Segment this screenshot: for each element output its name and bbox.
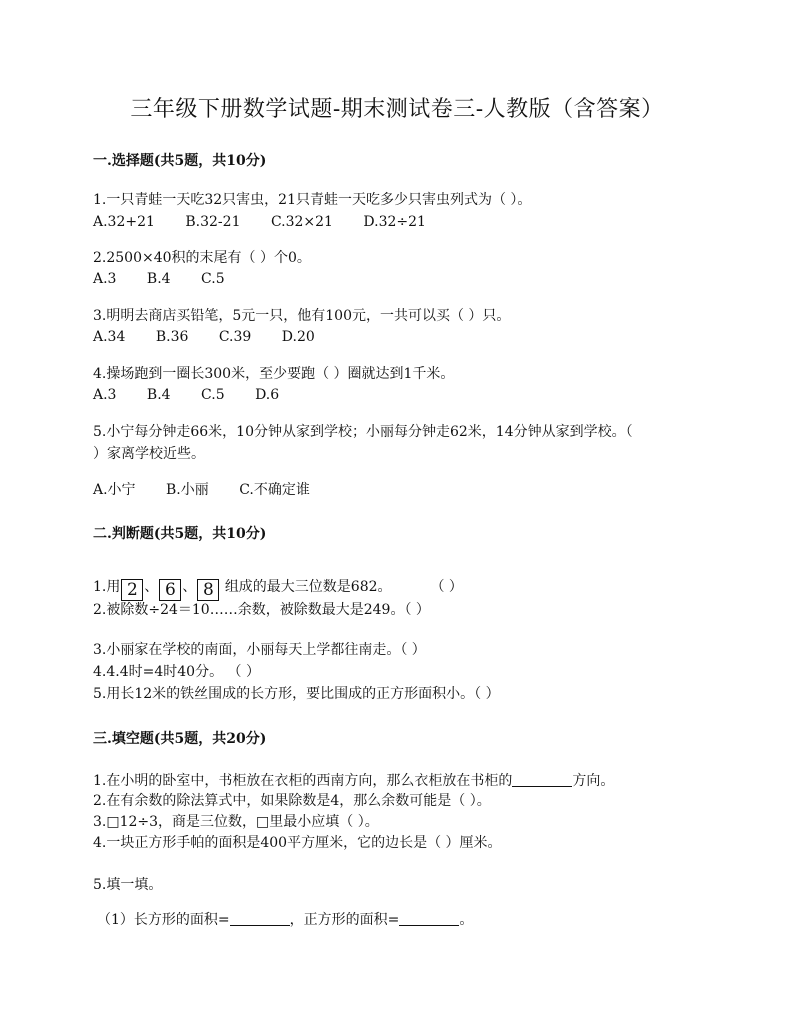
section-heading-fill-blank: 三.填空题(共5题，共20分) — [93, 731, 267, 747]
fill-q2: 2.在有余数的除法算式中，如果除数是4，那么余数可能是（ ）。 — [93, 793, 491, 809]
judge-q1-paren: （ ） — [430, 579, 463, 595]
section-heading-judgement: 二.判断题(共5题，共10分) — [93, 526, 267, 542]
fill-q1-blank — [512, 772, 572, 787]
choice-q3-option-d: D.20 — [281, 329, 315, 345]
choice-q4-option-d: D.6 — [255, 387, 280, 403]
choice-q3-option-b: B.36 — [155, 329, 189, 345]
choice-q3-option-c: C.39 — [218, 329, 252, 345]
choice-q3-options — [93, 328, 315, 346]
choice-q1-option-b: B.32-21 — [185, 214, 241, 230]
choice-q1-option-d: D.32÷21 — [363, 214, 426, 230]
judge-q1-suffix: 组成的最大三位数是682。 — [224, 579, 392, 595]
choice-q5-option-c: C.不确定谁 — [239, 482, 310, 498]
choice-q2-options — [93, 270, 225, 288]
fill-q1-text-a: 1.在小明的卧室中，书柜放在衣柜的西南方向，那么衣柜放在书柜的 — [93, 773, 513, 789]
digit-card-8: 8 — [197, 579, 219, 601]
choice-q5-option-a: A.小宁 — [93, 482, 136, 498]
judge-q1-prefix: 1.用 — [93, 579, 121, 595]
choice-q5-text-line2: ）家离学校近些。 — [93, 446, 205, 462]
choice-q5-text-line1: 5.小宁每分钟走66米，10分钟从家到学校；小丽每分钟走62米，14分钟从家到学校。（ — [93, 424, 633, 440]
fill-q5-blank-square — [399, 911, 459, 926]
choice-q2-option-b: B.4 — [146, 271, 171, 287]
judge-q2: 2.被除数÷24＝10……余数，被除数最大是249。（ ） — [93, 602, 430, 618]
choice-q2-option-c: C.5 — [201, 271, 225, 287]
fill-q3: 3.□12÷3，商是三位数，□里最小应填（ ）。 — [93, 814, 379, 830]
choice-q1-option-a: A.32+21 — [93, 214, 155, 230]
page-title: 三年级下册数学试题-期末测试卷三-人教版（含答案） — [130, 97, 664, 122]
choice-q1-option-c: C.32×21 — [270, 214, 333, 230]
choice-q1-options — [93, 213, 426, 231]
fill-q5: 5.填一填。 — [93, 877, 163, 893]
fill-q1 — [93, 772, 614, 790]
judge-q1-sep-2: 、 — [182, 579, 197, 595]
choice-q4-option-a: A.3 — [93, 387, 117, 403]
fill-q5-sub1 — [97, 911, 473, 929]
choice-q3-option-a: A.34 — [93, 329, 126, 345]
fill-q1-text-b: 方向。 — [572, 773, 615, 789]
fill-q5-sub1-b: ，正方形的面积= — [289, 912, 400, 928]
judge-q4: 4.4.4时=4时40分。 （ ） — [93, 664, 260, 680]
choice-q2-option-a: A.3 — [93, 271, 117, 287]
choice-q4-options — [93, 386, 279, 404]
choice-q4-text: 4.操场跑到一圈长300米，至少要跑（ ）圈就达到1千米。 — [93, 366, 455, 382]
choice-q5-option-b: B.小丽 — [166, 482, 209, 498]
judge-q1 — [93, 578, 463, 601]
digit-card-2: 2 — [121, 579, 143, 601]
section-heading-choice: 一.选择题(共5题，共10分) — [93, 153, 267, 169]
fill-q4: 4.一块正方形手帕的面积是400平方厘米，它的边长是（ ）厘米。 — [93, 835, 502, 851]
judge-q5: 5.用长12米的铁丝围成的长方形，要比围成的正方形面积小。（ ） — [93, 686, 500, 702]
judge-q1-sep-1: 、 — [144, 579, 159, 595]
fill-q5-sub1-a: （1）长方形的面积= — [97, 912, 230, 928]
judge-q3: 3.小丽家在学校的南面，小丽每天上学都往南走。（ ） — [93, 642, 426, 658]
fill-q5-blank-rectangle — [230, 911, 290, 926]
fill-q5-sub1-c: 。 — [459, 912, 474, 928]
choice-q4-option-c: C.5 — [201, 387, 225, 403]
choice-q3-text: 3.明明去商店买铅笔，5元一只，他有100元，一共可以买（ ）只。 — [93, 308, 511, 324]
digit-card-6: 6 — [159, 579, 181, 601]
choice-q1-text: 1.一只青蛙一天吃32只害虫，21只青蛙一天吃多少只害虫列式为（ ）。 — [93, 192, 532, 208]
choice-q5-options — [93, 481, 310, 499]
choice-q2-text: 2.2500×40积的末尾有（ ）个0。 — [93, 250, 311, 266]
choice-q4-option-b: B.4 — [146, 387, 171, 403]
